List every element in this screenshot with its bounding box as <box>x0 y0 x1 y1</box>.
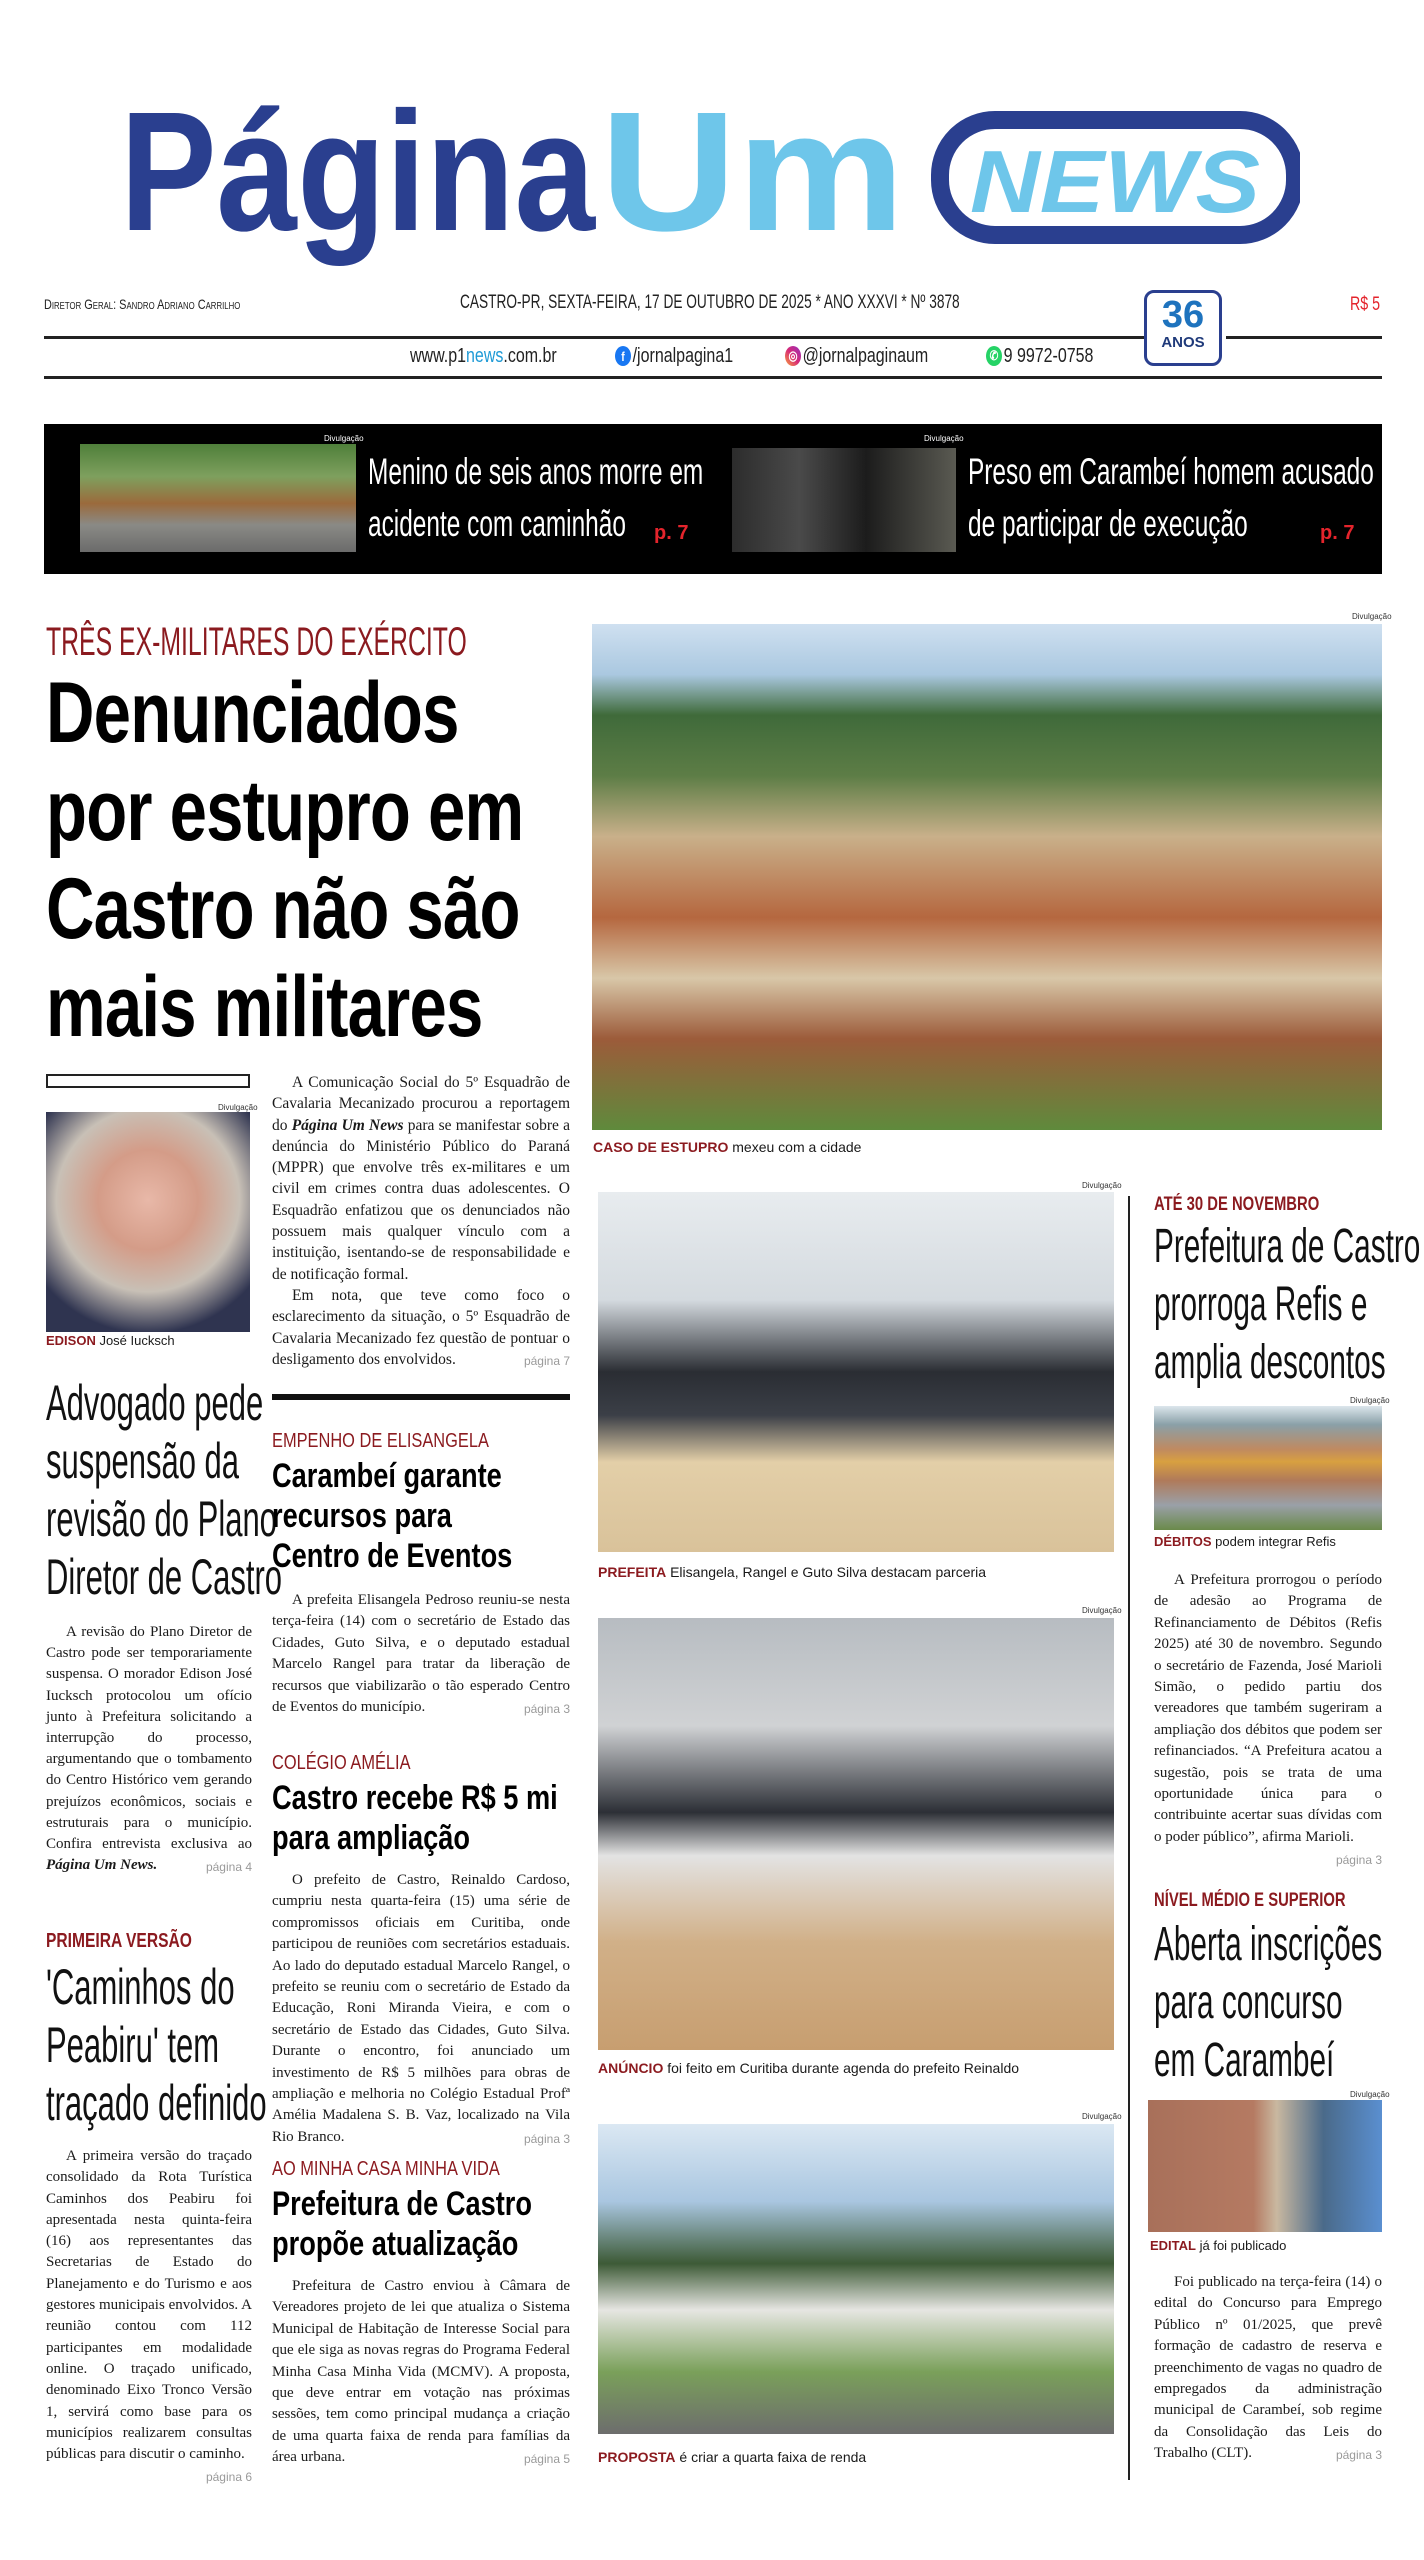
photo-credit: Divulgação <box>1350 2090 1390 2099</box>
caption-bold: EDITAL <box>1150 2238 1196 2253</box>
headline-line: Aberta inscrições <box>1154 1918 1383 1971</box>
director-line: Diretor Geral: Sandro Adriano Carrilho <box>44 296 241 312</box>
meeting-photo-prefeita[interactable] <box>598 1192 1114 1552</box>
edison-body <box>46 1622 252 1878</box>
column-divider <box>1128 1196 1130 2480</box>
caption-text: é criar a quarta faixa de renda <box>675 2449 867 2465</box>
caption-text: mexeu com a cidade <box>728 1139 862 1155</box>
logo-um: Um <box>600 80 905 267</box>
concurso-caption <box>1150 2238 1286 2253</box>
refis-caption <box>1154 1534 1336 1549</box>
website-suffix: .com.br <box>503 344 557 367</box>
section-divider <box>272 1394 570 1400</box>
caption-text: podem integrar Refis <box>1211 1534 1336 1549</box>
header-rule <box>1226 336 1382 339</box>
caption-bold: ANÚNCIO <box>598 2060 664 2076</box>
headline-line: revisão do Plano <box>46 1491 277 1547</box>
decorative-box <box>46 1074 250 1088</box>
banner-headline[interactable] <box>368 446 703 550</box>
banner-headline-line: Preso em Carambeí homem acusado <box>968 451 1374 492</box>
headline-line: Prefeitura de Castro <box>272 2185 532 2223</box>
text: Em nota, que teve como foco o esclarecimento da situação, o 5º Esquadrão de Cavalaria Mecanizado fez questão de pontuar o desligamento dos envolvidos. <box>272 1286 570 1368</box>
main-photo-castro-city[interactable] <box>592 624 1382 1130</box>
paragraph <box>272 1590 570 1718</box>
refis-headline[interactable] <box>1154 1218 1420 1392</box>
publication-name: Página Um News <box>291 1116 404 1134</box>
photo-credit: Divulgação <box>1082 1606 1122 1615</box>
headline-line: amplia descontos <box>1154 1336 1386 1389</box>
paragraph <box>272 1285 570 1370</box>
caption-text: já foi publicado <box>1195 2238 1287 2253</box>
proposta-caption <box>598 2449 866 2465</box>
colegio-headline[interactable] <box>272 1778 558 1858</box>
website-link[interactable] <box>410 345 557 368</box>
paragraph <box>1154 1570 1382 1868</box>
mcmv-headline[interactable] <box>272 2184 532 2264</box>
paragraph <box>46 1622 252 1876</box>
headline-line: Carambeí garante <box>272 1457 502 1495</box>
text: para se manifestar sobre a denúncia do Ministério Público do Paraná (MPPR) que envolve três ex-militares e um civil em crimes contra duas adolescentes. O Esquadrão enfatizou que os denunciados não possuem mais qualquer vínculo com a instituição, isentando-se de responsabilidade e de notificação formal. <box>272 1116 570 1283</box>
caption-bold: DÉBITOS <box>1154 1534 1212 1549</box>
facebook-icon: f <box>615 346 631 366</box>
colegio-kicker: COLÉGIO AMÉLIA <box>272 1752 411 1774</box>
headline-line: suspensão da <box>46 1433 240 1489</box>
edison-photo[interactable] <box>46 1112 250 1332</box>
page-ref[interactable]: página 3 <box>1335 2448 1382 2463</box>
carambei-headline[interactable] <box>272 1456 512 1576</box>
banner-photo-truck-accident[interactable] <box>80 444 356 552</box>
headline-line: Castro recebe R$ 5 mi <box>272 1779 558 1817</box>
banner-page-ref: p. 7 <box>1320 522 1355 544</box>
text: O prefeito de Castro, Reinaldo Cardoso, cumpriu nesta quarta-feira (15) uma série de compromissos oficiais em Curitiba, onde participou de reuniões com secretários estaduais. Ao lado do deputado estadual Marcelo Rangel, o prefeito se reuniu com o secretário de Estado da Educação, Roni Miranda Vieira, e com o secretário de Estado das Cidades, Guto Silva. Durante o encontro, foi anunciado um investimento de R$ 5 milhões para obras de ampliação e melhoria no Colégio Estadual Profª Amélia Madalena S. B. Vaz, localizado na Vila Rio Branco. <box>272 1872 570 2145</box>
refis-body <box>1154 1570 1382 1872</box>
headline-line: propõe atualização <box>272 2225 519 2263</box>
paragraph <box>1154 2272 1382 2465</box>
page-ref[interactable]: página 3 <box>1335 1853 1382 1868</box>
logo-pagina: Página <box>120 80 597 267</box>
whatsapp-number: 9 9972-0758 <box>1003 344 1094 367</box>
logo-news: NEWS <box>970 132 1260 231</box>
headline-line: traçado definido <box>46 2075 267 2131</box>
peabiru-headline[interactable] <box>46 1958 267 2132</box>
price: R$ 5 <box>1350 294 1381 315</box>
page-ref[interactable]: página 3 <box>523 1702 570 1717</box>
edison-caption <box>46 1333 175 1348</box>
page-ref[interactable]: página 3 <box>523 2131 570 2146</box>
headline-line: Advogado pede <box>46 1375 264 1431</box>
peabiru-kicker: PRIMEIRA VERSÃO <box>46 1930 192 1952</box>
text: A Comunicação Social do 5º Esquadrão de Cavalaria Mecanizado procurou a reportagem do <box>272 1074 570 1134</box>
concurso-photo-building[interactable] <box>1148 2100 1382 2232</box>
page-ref[interactable]: página 6 <box>205 2470 252 2485</box>
caption-bold: PREFEITA <box>598 1564 667 1580</box>
caption-bold: CASO DE ESTUPRO <box>593 1139 729 1155</box>
headline-line: Prefeitura de Castro <box>1154 1220 1421 1273</box>
main-story-body <box>272 1072 570 1372</box>
refis-photo-city[interactable] <box>1154 1406 1382 1530</box>
contact-bar <box>410 340 1120 372</box>
publication-name: Página Um News. <box>46 1857 158 1874</box>
photo-credit: Divulgação <box>1082 1181 1122 1190</box>
caption-text: Elisangela, Rangel e Guto Silva destacam parceria <box>666 1564 987 1580</box>
carambei-kicker: EMPENHO DE ELISANGELA <box>272 1430 489 1452</box>
anniversary-badge <box>1144 290 1222 366</box>
header-rule <box>44 376 1382 379</box>
text: Prefeitura de Castro enviou à Câmara de Vereadores projeto de lei que atualiza o Sistema Municipal de Habitação de Interesse Social para que ele siga as novas regras do Programa Federal Minha Casa Minha Vida (MCMV). A proposta, que deve entrar em votação nas próximas sessões, tem como principal mudança a criação de uma quarta faixa de renda para famílias da área urbana. <box>272 2278 570 2466</box>
main-photo-caption <box>593 1139 861 1155</box>
text: A Prefeitura prorrogou o período de adesão ao Programa de Refinanciamento de Débitos (Refis 2025) até 30 de novembro. Segundo o secretário de Fazenda, José Marioli Simão, o pedido partiu dos vereadores que também sugeriram a ampliação dos débitos que podem ser refinanciados. “A Prefeitura acatou a sugestão, pois se trata de uma oportunidade única para o contribuinte acertar suas dívidas com o poder público”, afirma Marioli. <box>1154 1572 1382 1845</box>
headline-line: por estupro em <box>46 763 524 859</box>
concurso-kicker: NÍVEL MÉDIO E SUPERIOR <box>1154 1890 1346 1911</box>
caption-text: José Iucksch <box>95 1333 175 1348</box>
banner-headline-line: Menino de seis anos morre em <box>368 451 704 492</box>
photo-credit: Divulgação <box>1352 612 1392 621</box>
instagram-icon: ◎ <box>785 346 801 366</box>
instagram-link[interactable] <box>785 345 928 368</box>
text: A primeira versão do traçado consolidado da Rota Turística Caminhos dos Peabiru foi apresentada nesta quinta-feira (16) aos representantes das Secretarias de Estado do Planejamento e do Turismo e aos gestores municipais envolvidos. A reunião contou com 112 participantes em modalidade online. O traçado unificado, denominado Eixo Tronco Versão 1, servirá como base para os municípios realizarem consultas públicas para discutir o caminho. <box>46 2148 252 2463</box>
headline-line: recursos para <box>272 1497 452 1535</box>
facebook-link[interactable] <box>615 345 733 368</box>
photo-credit: Divulgação <box>1082 2112 1122 2121</box>
mcmv-body <box>272 2276 570 2471</box>
headline-line: 'Caminhos do <box>46 1959 235 2015</box>
text: A revisão do Plano Diretor de Castro pode ser temporariamente suspensa. O morador Edison José Iucksch protocolou um ofício junto à Prefeitura solicitando a interrupção do processo, argumentando que o tombamento do Centro Histórico vem gerando prejuízos econômicos, sociais e estruturais para o município. Confira entrevista exclusiva ao <box>46 1624 252 1853</box>
meeting-photo-curitiba[interactable] <box>598 1618 1114 2050</box>
edison-headline[interactable] <box>46 1374 282 1606</box>
dateline: CASTRO-PR, SEXTA-FEIRA, 17 DE OUTUBRO DE 2025 * ANO XXXVI * Nº 3878 <box>460 292 960 313</box>
headline-line: em Carambeí <box>1154 2034 1335 2087</box>
headline-line: Castro não são <box>46 861 520 957</box>
banner-headline-line: acidente com caminhão <box>368 503 626 544</box>
banner-page-ref: p. 7 <box>654 522 689 544</box>
paragraph <box>272 2276 570 2469</box>
photo-credit: Divulgação <box>924 434 964 443</box>
peabiru-body <box>46 2146 252 2489</box>
header-rule <box>44 336 1144 339</box>
concurso-body <box>1154 2272 1382 2467</box>
website-prefix: www.p1 <box>410 344 467 367</box>
page-ref[interactable]: página 4 <box>205 1860 252 1875</box>
colegio-body <box>272 1870 570 2150</box>
mcmv-kicker: AO MINHA CASA MINHA VIDA <box>272 2158 500 2180</box>
facebook-handle: /jornalpagina1 <box>633 344 734 367</box>
anuncio-caption <box>598 2060 1019 2076</box>
website-mid: news <box>466 344 504 367</box>
anniversary-label: ANOS <box>1161 334 1205 351</box>
banner-headline-line: de participar de execução <box>968 503 1248 544</box>
headline-line: para ampliação <box>272 1819 471 1857</box>
paragraph <box>272 1870 570 2148</box>
page-ref[interactable]: página 5 <box>523 2452 570 2467</box>
newspaper-logo <box>120 80 1300 270</box>
caption-text: foi feito em Curitiba durante agenda do prefeito Reinaldo <box>663 2060 1020 2076</box>
headline-line: para concurso <box>1154 1976 1343 2029</box>
headline-line: Diretor de Castro <box>46 1549 283 1605</box>
whatsapp-link[interactable] <box>986 345 1093 368</box>
paragraph <box>272 1072 570 1285</box>
prefeita-caption <box>598 1564 986 1580</box>
caption-bold: EDISON <box>46 1333 96 1348</box>
carambei-body <box>272 1590 570 1720</box>
headline-line: Denunciados <box>46 665 459 761</box>
anniversary-number: 36 <box>1161 294 1205 336</box>
photo-credit: Divulgação <box>1350 1396 1390 1405</box>
top-banner <box>44 424 1382 574</box>
paragraph <box>46 2146 252 2485</box>
main-headline[interactable] <box>46 664 524 1056</box>
photo-credit: Divulgação <box>218 1103 258 1112</box>
instagram-handle: @jornalpaginaum <box>802 344 929 367</box>
banner-headline[interactable] <box>968 446 1374 550</box>
text: A prefeita Elisangela Pedroso reuniu-se nesta terça-feira (14) com o secretário de Estado das Cidades, Guto Silva, e o deputado estadual Marcelo Rangel para tratar da liberação de recursos que viabilizarão o tão esperado Centro de Eventos do município. <box>272 1592 570 1716</box>
banner-photo-police[interactable] <box>732 448 956 552</box>
caption-bold: PROPOSTA <box>598 2449 676 2465</box>
photo-credit: Divulgação <box>324 434 364 443</box>
text: Foi publicado na terça-feira (14) o edital do Concurso para Emprego Público nº 01/2025, que prevê formação de cadastro de reserva e preenchimento de vagas no quadro de empregados da administração municipal de Carambeí, sob regime da Consolidação das Leis do Trabalho (CLT). <box>1154 2274 1382 2462</box>
concurso-headline[interactable] <box>1154 1916 1382 2090</box>
building-photo-proposta[interactable] <box>598 2124 1114 2434</box>
main-kicker: TRÊS EX-MILITARES DO EXÉRCITO <box>46 620 467 664</box>
page-ref[interactable]: página 7 <box>523 1353 570 1368</box>
headline-line: Centro de Eventos <box>272 1537 513 1575</box>
headline-line: Peabiru' tem <box>46 2017 220 2073</box>
whatsapp-icon: ✆ <box>986 346 1002 366</box>
headline-line: prorroga Refis e <box>1154 1278 1368 1331</box>
headline-line: mais militares <box>46 959 483 1055</box>
refis-kicker: ATÉ 30 DE NOVEMBRO <box>1154 1194 1320 1215</box>
